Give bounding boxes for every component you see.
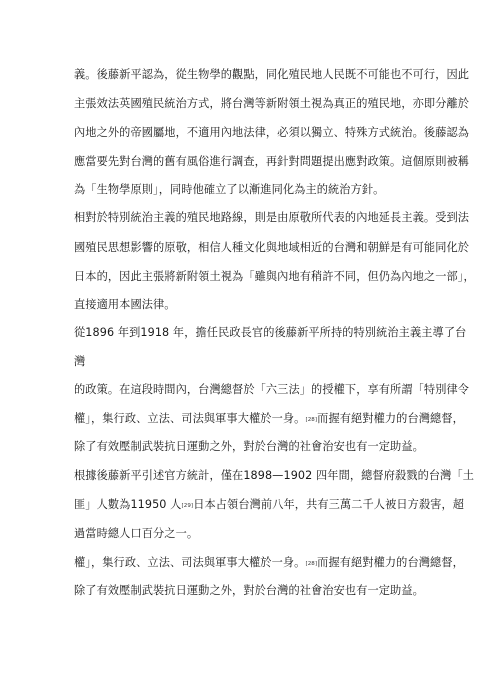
text-line: 主張效法英國殖民統治方式，將台灣等新附領土視為真正的殖民地，亦即分離於 <box>74 97 470 110</box>
text-segment: 而握有絕對權力的台灣總督， <box>317 556 464 569</box>
text-segment: 匪」人數為11950 人 <box>74 498 182 511</box>
footnote-ref: [28] <box>305 561 318 567</box>
text-line: 義。後藤新平認為，從生物學的觀點，同化殖民地人民既不可能也不可行，因此 <box>74 68 470 81</box>
text-line: 過當時總人口百分之一。 <box>74 527 199 540</box>
text-segment: 日本占領台灣前八年，共有三萬二千人被日方殺害，超 <box>193 498 465 511</box>
text-line-with-footnote <box>74 556 464 571</box>
footnote-ref: [29] <box>181 503 194 509</box>
footnote-ref: [28] <box>305 417 318 423</box>
text-line: 的政策。在這段時間內，台灣總督於「六三法」的授權下，享有所謂「特別律令 <box>74 383 470 396</box>
text-line: 應當要先對台灣的舊有風俗進行調查，再針對問題提出應對政策。這個原則被稱 <box>74 155 470 168</box>
text-line: 相對於特別統治主義的殖民地路線，則是由原敬所代表的內地延長主義。受到法 <box>74 211 470 224</box>
text-segment: 權」，集行政、立法、司法與軍事大權於一身。 <box>74 556 306 569</box>
text-line: 根據後藤新平引述官方統計，僅在1898—1902 四年間，總督府殺戮的台灣「土 <box>74 469 475 482</box>
text-line: 除了有效壓制武裝抗日運動之外，對於台灣的社會治安也有一定助益。 <box>74 584 424 597</box>
text-segment: 而握有絕對權力的台灣總督， <box>317 412 464 425</box>
text-line: 除了有效壓制武裝抗日運動之外，對於台灣的社會治安也有一定助益。 <box>74 440 424 453</box>
text-line: 從1896 年到1918 年，擔任民政長官的後藤新平所持的特別統治主義主導了台 <box>74 326 467 339</box>
text-line: 日本的，因此主張將新附領土視為「雖與內地有稍許不同，但仍為內地之一部」， <box>74 270 475 283</box>
text-line-with-footnote <box>74 412 464 427</box>
text-line: 灣 <box>74 355 86 368</box>
text-line: 為「生物學原則」，同時他確立了以漸進同化為主的統治方針。 <box>74 183 385 196</box>
text-line-with-footnote <box>74 498 465 513</box>
text-line: 直接適用本國法律。 <box>74 298 176 311</box>
text-line: 國殖民思想影響的原敬，相信人種文化與地域相近的台灣和朝鮮是有可能同化於 <box>74 241 470 254</box>
text-line: 內地之外的帝國屬地，不適用內地法律，必須以獨立、特殊方式統治。後藤認為 <box>74 126 470 139</box>
text-segment: 權」，集行政、立法、司法與軍事大權於一身。 <box>74 412 306 425</box>
